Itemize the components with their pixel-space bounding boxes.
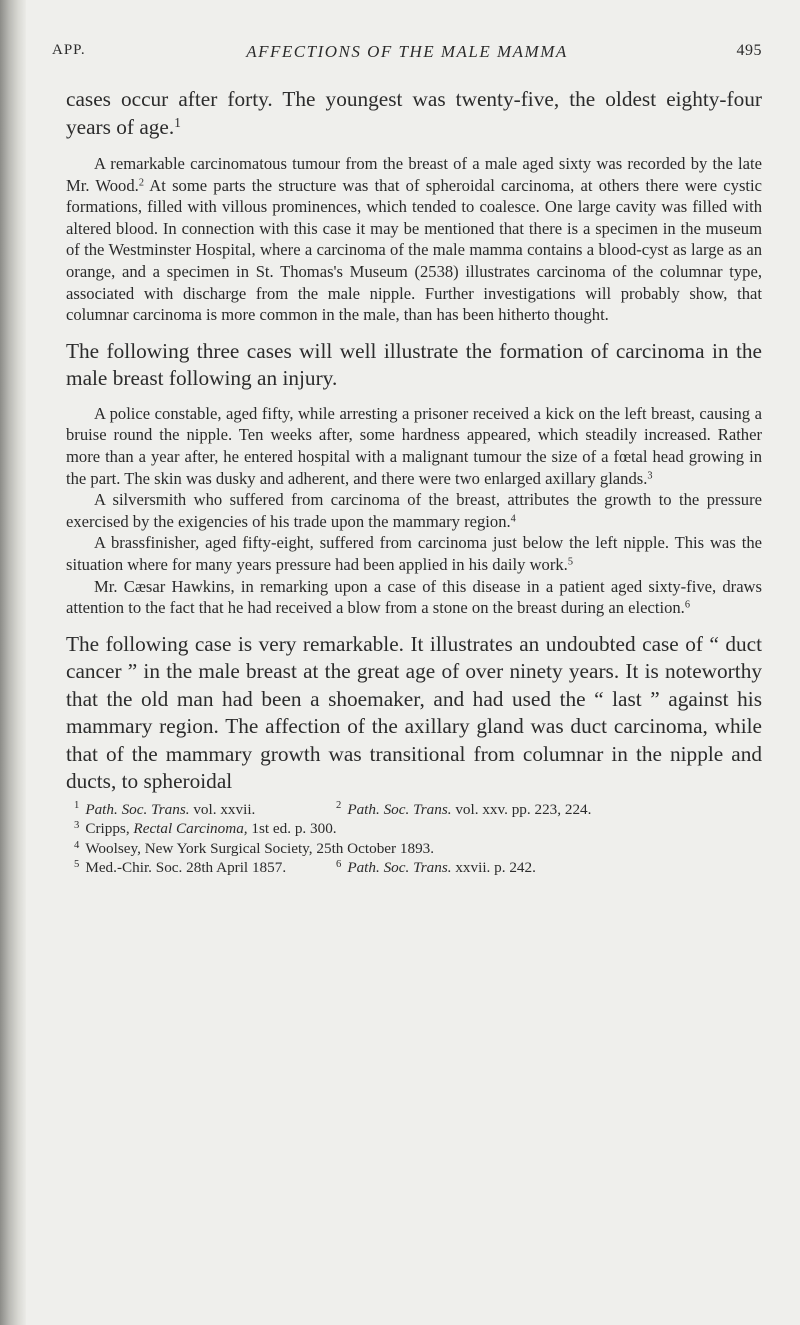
- footnote-3: $^3$ Cripps, Rectal Carcinoma, 1st ed. p. 300.: [74, 819, 337, 838]
- footnote-ref-6: 6: [684, 599, 690, 611]
- footnote-row: [66, 800, 762, 820]
- footnote-row: [66, 858, 762, 878]
- book-binding-shadow: [0, 0, 26, 1325]
- paragraph-5: A silversmith who suffered from carcinoma of the breast, attributes the growth to the pressure exercised by the exigencies of his trade upon the mammary region.$^4$: [66, 490, 762, 531]
- footnotes: [66, 800, 762, 878]
- book-page: [52, 42, 762, 76]
- footnote-ref-2: 2: [138, 176, 144, 188]
- paragraph-1: cases occur after forty. The youngest was twenty-five, the oldest eighty-four years of age.$^1$: [66, 87, 762, 139]
- page-content: [66, 86, 762, 878]
- footnote-ref-5: 5: [567, 556, 573, 568]
- footnote-5: $^5$ Med.-Chir. Soc. 28th April 1857.: [74, 859, 287, 877]
- paragraph-4: A police constable, aged fifty, while arresting a prisoner received a kick on the left breast, causing a bruise round the nipple. Ten weeks after, some hardness appeared, which steadily increased. Rather more than a year after, he entered hospital with a malignant tumour the size of a fœtal head growing in the part. The skin was dusky and adherent, and there were two enlarged axillary glands.$^3$: [66, 403, 762, 488]
- footnote-2: $^2$ Path. Soc. Trans. vol. xxv. pp. 223, 224.: [336, 800, 592, 818]
- footnote-ref-1: 1: [174, 114, 181, 130]
- footnote-1: $^1$ Path. Soc. Trans. vol. xxvii.: [74, 800, 256, 818]
- paragraph-2: A remarkable carcinomatous tumour from the breast of a male aged sixty was recorded by the late Mr. Wood.$^2$ At some parts the structure was that of spheroidal carcinoma, at others there were cystic formations, filled with villous prominences, which tended to coalesce. One large cavity was filled with altered blood. In connection with this case it may be mentioned that there is a specimen in the museum of the Westminster Hospital, where a carcinoma of the male mamma contains a blood-cyst as large as an orange, and a specimen in St. Thomas's Museum (2538) illustrates carcinoma of the columnar type, associated with discharge from the male nipple. Further investigations will probably show, that columnar carcinoma is more common in the male, than has been hitherto thought.: [66, 154, 763, 325]
- footnote-ref-3: 3: [647, 469, 653, 481]
- footnote-row: [66, 839, 762, 859]
- running-head-left: APP.: [52, 42, 86, 58]
- paragraph-3: The following three cases will well illustrate the formation of carcinoma in the male breast following an injury.: [66, 338, 762, 391]
- footnote-row: [66, 819, 762, 839]
- footnote-4: $^4$ Woolsey, New York Surgical Society, 25th October 1893.: [74, 839, 435, 857]
- footnote-ref-4: 4: [510, 513, 516, 525]
- footnote-6: $^6$ Path. Soc. Trans. xxvii. p. 242.: [336, 859, 536, 877]
- paragraph-8: The following case is very remarkable. It illustrates an undoubted case of “ duct cancer ” in the male breast at the great age of over ninety years. It is noteworthy that the old man had been a shoemaker, and had used the “ last ” against his mammary region. The affection of the axillary gland was duct carcinoma, while that of the mammary growth was transitional from columnar in the nipple and ducts, to spheroidal: [66, 631, 762, 794]
- paragraph-6: A brassfinisher, aged fifty-eight, suffered from carcinoma just below the left nipple. This was the situation where for many years pressure had been applied in his daily work.$^5$: [66, 533, 762, 574]
- page-number: 495: [736, 42, 762, 59]
- running-head: [52, 42, 762, 76]
- paragraph-7: Mr. Cæsar Hawkins, in remarking upon a case of this disease in a patient aged sixty-five, draws attention to the fact that he had received a blow from a stone on the breast during an election.$^6$: [66, 576, 762, 618]
- running-head-title: AFFECTIONS OF THE MALE MAMMA: [246, 42, 568, 61]
